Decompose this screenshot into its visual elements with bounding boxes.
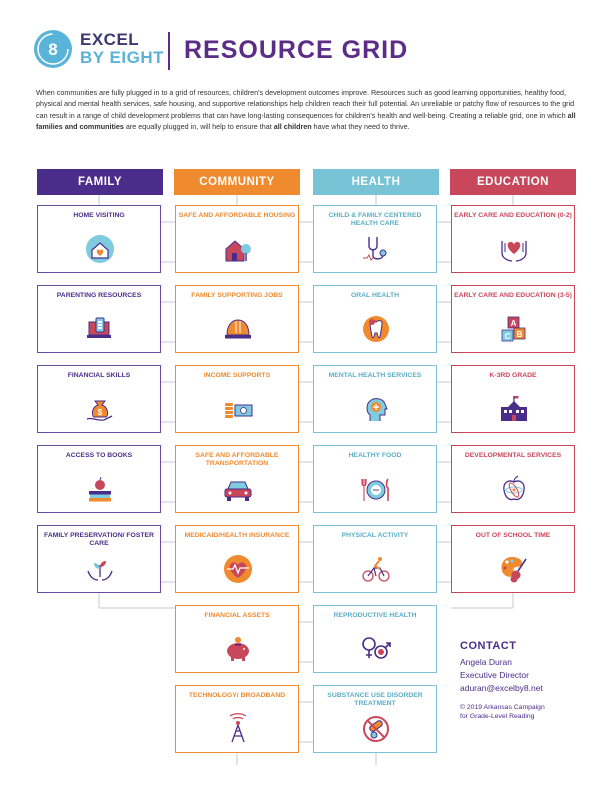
- house-tree-icon: [222, 233, 254, 265]
- education-card-out-of-school-time: [451, 525, 575, 593]
- card-label: SAFE AND AFFORDABLE TRANSPORTATION: [195, 452, 279, 467]
- cyclist-icon: [360, 553, 392, 585]
- svg-text:A: A: [510, 319, 517, 328]
- card-label: FAMILY PRESERVATION/ FOSTER CARE: [44, 532, 154, 547]
- card-label: MEDICAID/HEALTH INSURANCE: [184, 532, 290, 539]
- column-heading-community: COMMUNITY: [174, 169, 300, 195]
- house-heart-icon: [84, 233, 116, 265]
- card-label: ORAL HEALTH: [350, 292, 400, 299]
- coins-bills-icon: [222, 393, 254, 425]
- tooth-icon: [360, 313, 392, 345]
- logo-glyph: 8: [48, 40, 58, 59]
- card-label: INCOME SUPPORTS: [203, 372, 271, 379]
- card-label: CHILD & FAMILY CENTERED HEALTH CARE: [328, 212, 422, 227]
- education-card-early-care-3-5: [451, 285, 575, 353]
- intro-text-2: are equally plugged in, will help to ensure that: [123, 122, 274, 132]
- health-card-oral-health: [313, 285, 437, 353]
- education-card-k-3rd-grade: [451, 365, 575, 433]
- education-card-developmental: [451, 445, 575, 513]
- brand-line-1: EXCEL: [80, 30, 140, 49]
- card-label: SAFE AND AFFORDABLE HOUSING: [178, 212, 296, 219]
- community-card-transportation: [175, 445, 299, 513]
- hard-hat-icon: [222, 313, 254, 345]
- column-heading-education: EDUCATION: [450, 169, 576, 195]
- gender-symbols-icon: [360, 633, 392, 665]
- health-card-substance-use: [313, 685, 437, 753]
- community-card-housing: [175, 205, 299, 273]
- piggy-bank-icon: [222, 633, 254, 665]
- head-plus-icon: [360, 393, 392, 425]
- card-label: TECHNOLOGY/ BROADBAND: [188, 692, 286, 699]
- column-heading-health: HEALTH: [313, 169, 439, 195]
- intro-bold-1: all families and communities: [36, 110, 576, 132]
- svg-text:C: C: [504, 332, 511, 341]
- contact-email-link[interactable]: aduran@excelby8.net: [460, 683, 543, 693]
- svg-text:B: B: [516, 330, 523, 339]
- card-label: OUT OF SCHOOL TIME: [475, 532, 551, 539]
- card-label: DEVELOPMENTAL SERVICES: [464, 452, 562, 459]
- family-card-home-visiting: [37, 205, 161, 273]
- community-card-jobs: [175, 285, 299, 353]
- health-card-health-care: [313, 205, 437, 273]
- plate-fork-knife-icon: [360, 473, 392, 505]
- school-building-icon: [498, 393, 530, 425]
- page-title: RESOURCE GRID: [184, 36, 409, 64]
- card-label: EARLY CARE AND EDUCATION (3-5): [454, 292, 572, 299]
- car-icon: [222, 473, 254, 505]
- contact-name: Angela Duran: [460, 657, 512, 667]
- family-card-financial-skills: [37, 365, 161, 433]
- family-card-parenting-resources: [37, 285, 161, 353]
- column-heading-family: FAMILY: [37, 169, 163, 195]
- card-label: FINANCIAL ASSETS: [204, 612, 270, 619]
- community-card-financial-assets: [175, 605, 299, 673]
- books-apple-icon: [84, 473, 116, 505]
- brand-line-2: BY EIGHT: [80, 48, 164, 67]
- card-label: PARENTING RESOURCES: [56, 292, 142, 299]
- contact-role: Executive Director: [460, 670, 529, 680]
- money-bag-hand-icon: [84, 393, 116, 425]
- stethoscope-icon: [360, 233, 392, 265]
- copyright-line-1: © 2019 Arkansas Campaign: [460, 704, 545, 711]
- intro-text-3: have what they need to thrive.: [311, 122, 410, 132]
- apple-atom-icon: [498, 473, 530, 505]
- card-label: SUBSTANCE USE DISORDER TREATMENT: [327, 692, 423, 707]
- hands-plant-icon: [84, 553, 116, 585]
- no-pills-icon: [360, 713, 392, 745]
- card-label: MENTAL HEALTH SERVICES: [328, 372, 422, 379]
- laptop-phone-icon: [84, 313, 116, 345]
- health-card-reproductive-health: [313, 605, 437, 673]
- palette-guitar-icon: [498, 553, 530, 585]
- intro-bold-2: all children: [273, 122, 312, 132]
- card-label: K-3RD GRADE: [489, 372, 537, 379]
- family-card-family-preservation: [37, 525, 161, 593]
- card-label: FINANCIAL SKILLS: [67, 372, 131, 379]
- copyright-line-2: for Grade-Level Reading: [460, 713, 535, 720]
- contact-heading: CONTACT: [460, 640, 517, 652]
- broadband-tower-icon: [222, 713, 254, 745]
- card-label: HEALTHY FOOD: [348, 452, 402, 459]
- health-card-physical-activity: [313, 525, 437, 593]
- family-card-access-to-books: [37, 445, 161, 513]
- card-label: PHYSICAL ACTIVITY: [341, 532, 409, 539]
- card-label: EARLY CARE AND EDUCATION (0-2): [454, 212, 572, 219]
- health-card-healthy-food: [313, 445, 437, 513]
- abc-blocks-icon: [498, 313, 530, 345]
- community-card-medicaid: [175, 525, 299, 593]
- hands-heart-icon: [498, 233, 530, 265]
- education-card-early-care-0-2: [451, 205, 575, 273]
- heartbeat-icon: [222, 553, 254, 585]
- intro-text-1: When communities are fully plugged in to a grid of resources, children's development outcomes improve. Resources such as good learning opportunities, healthy food, physical and mental health services, safe housing, and supportive relationships help children reach their full potential. An unreliable or patchy flow of resources to the grid can result in a range of child development problems that can have long-lasting consequences for children's health and well-being. Creating a reliable grid, one in which: [36, 88, 575, 120]
- card-label: REPRODUCTIVE HEALTH: [333, 612, 417, 619]
- health-card-mental-health: [313, 365, 437, 433]
- contact-details: [460, 656, 543, 695]
- card-label: HOME VISITING: [73, 212, 125, 219]
- copyright: [460, 703, 545, 721]
- card-label: ACCESS TO BOOKS: [65, 452, 133, 459]
- card-label: FAMILY SUPPORTING JOBS: [191, 292, 283, 299]
- svg-text:$: $: [97, 408, 103, 417]
- community-card-income-supports: [175, 365, 299, 433]
- community-card-broadband: [175, 685, 299, 753]
